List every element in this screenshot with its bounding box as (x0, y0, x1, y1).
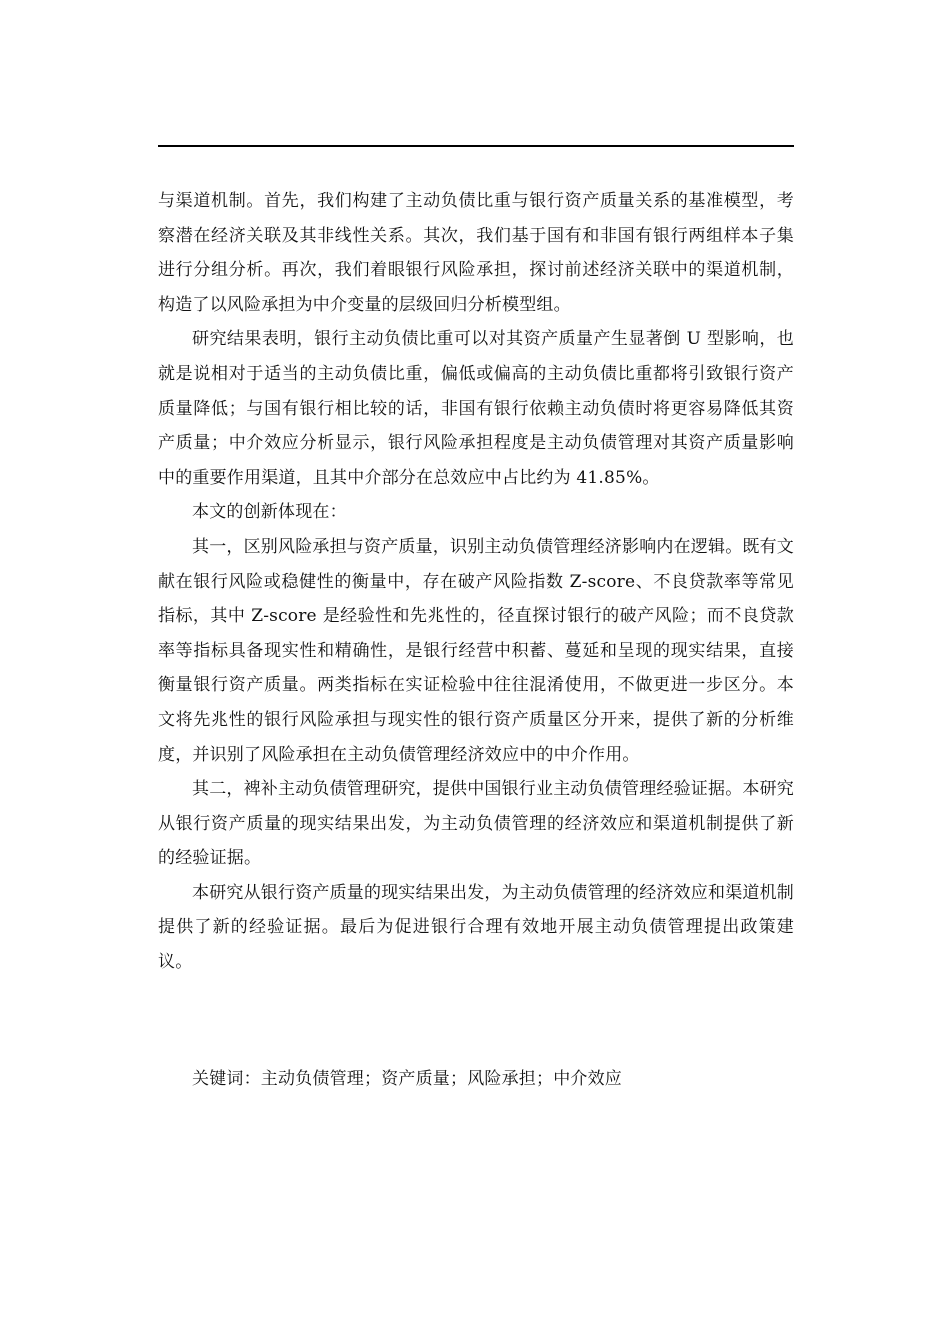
paragraph-2: 研究结果表明，银行主动负债比重可以对其资产质量产生显著倒 U 型影响，也就是说相对于适当的主动负债比重，偏低或偏高的主动负债比重都将引致银行资产质量降低；与国有银行相比较的话，非国有银行依赖主动负债时将更容易降低其资产质量；中介效应分析显示，银行风险承担程度是主动负债管理对其资产质量影响中的重要作用渠道，且其中介部分在总效应中占比约为 41.85%。 (158, 329, 794, 488)
header-rule (158, 145, 794, 147)
paragraph-3: 本文的创新体现在： (192, 502, 347, 523)
paragraph-6: 本研究从银行资产质量的现实结果出发，为主动负债管理的经济效应和渠道机制提供了新的经验证据。最后为促进银行合理有效地开展主动负债管理提出政策建议。 (158, 882, 794, 973)
keywords-line: 关键词：主动负债管理；资产质量；风险承担；中介效应 (192, 1069, 622, 1089)
body-text (158, 184, 794, 980)
paragraph-4: 其一，区别风险承担与资产质量，识别主动负债管理经济影响内在逻辑。既有文献在银行风险或稳健性的衡量中，存在破产风险指数 Z-score、不良贷款率等常见指标，其中 Z-score 是经验性和先兆性的，径直探讨银行的破产风险；而不良贷款率等指标具备现实性和精确性，是银行经营中积蓄、蔓延和呈现的现实结果，直接衡量银行资产质量。两类指标在实证检验中往往混淆使用，不做更进一步区分。本文将先兆性的银行风险承担与现实性的银行资产质量区分开来，提供了新的分析维度，并识别了风险承担在主动负债管理经济效应中的中介作用。 (158, 536, 794, 765)
paragraph-5: 其二，裨补主动负债管理研究，提供中国银行业主动负债管理经验证据。本研究从银行资产质量的现实结果出发，为主动负债管理的经济效应和渠道机制提供了新的经验证据。 (158, 779, 794, 869)
paragraph-1: 与渠道机制。首先，我们构建了主动负债比重与银行资产质量关系的基准模型，考察潜在经济关联及其非线性关系。其次，我们基于国有和非国有银行两组样本子集进行分组分析。再次，我们着眼银行风险承担，探讨前述经济关联中的渠道机制，构造了以风险承担为中介变量的层级回归分析模型组。 (158, 191, 794, 315)
